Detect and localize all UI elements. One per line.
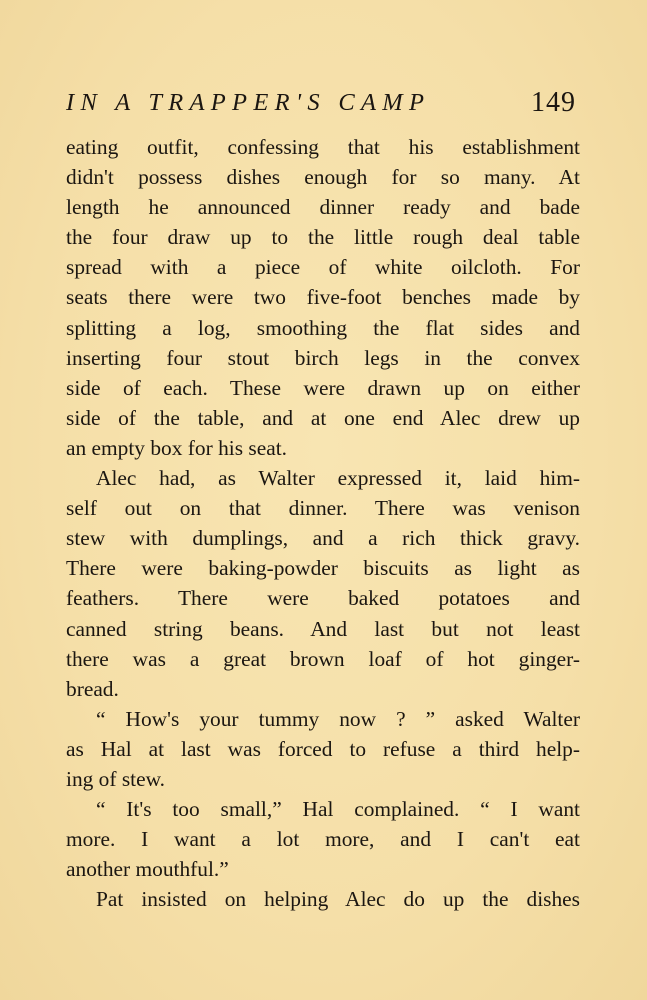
text-line: Alec had, as Walter expressed it, laid him- (96, 466, 580, 491)
text-line: didn't possess dishes enough for so many. At (66, 165, 580, 190)
text-line: there was a great brown loaf of hot ginger- (66, 646, 580, 671)
text-line: bread. (66, 676, 119, 701)
text-line: the four draw up to the little rough deal table (66, 225, 580, 250)
text-line: eating outfit, confessing that his establishment (66, 135, 580, 159)
text-line: side of the table, and at one end Alec drew up (66, 405, 580, 430)
text-line: “ It's too small,” Hal complained. “ I want (96, 797, 580, 822)
text-line: length he announced dinner ready and bade (66, 195, 580, 220)
text-line: “ How's your tummy now ? ” asked Walter (96, 706, 580, 731)
text-line: ing of stew. (66, 766, 166, 791)
text-line: seats there were two five-foot benches made by (66, 285, 580, 310)
text-line: inserting four stout birch legs in the convex (66, 345, 580, 370)
text-line: canned string beans. And last but not least (66, 616, 580, 641)
text-line: another mouthful.” (66, 857, 229, 882)
text-line: splitting a log, smoothing the flat sides and (66, 315, 580, 340)
body-text (66, 132, 580, 914)
text-line: Pat insisted on helping Alec do up the dishes (96, 887, 580, 912)
running-head (66, 86, 576, 120)
text-line: self out on that dinner. There was venison (66, 496, 580, 521)
running-title: IN A TRAPPER'S CAMP (66, 89, 431, 116)
text-line: There were baking-powder biscuits as light as (66, 556, 580, 581)
text-line: side of each. These were drawn up on either (66, 375, 580, 400)
text-line: feathers. There were baked potatoes and (66, 586, 580, 611)
text-line: stew with dumplings, and a rich thick gravy. (66, 526, 580, 551)
text-line: an empty box for his seat. (66, 435, 287, 460)
text-line: as Hal at last was forced to refuse a third help- (66, 736, 580, 761)
page-number: 149 (531, 87, 576, 118)
text-line: spread with a piece of white oilcloth. For (66, 255, 580, 280)
text-line: more. I want a lot more, and I can't eat (66, 827, 580, 852)
